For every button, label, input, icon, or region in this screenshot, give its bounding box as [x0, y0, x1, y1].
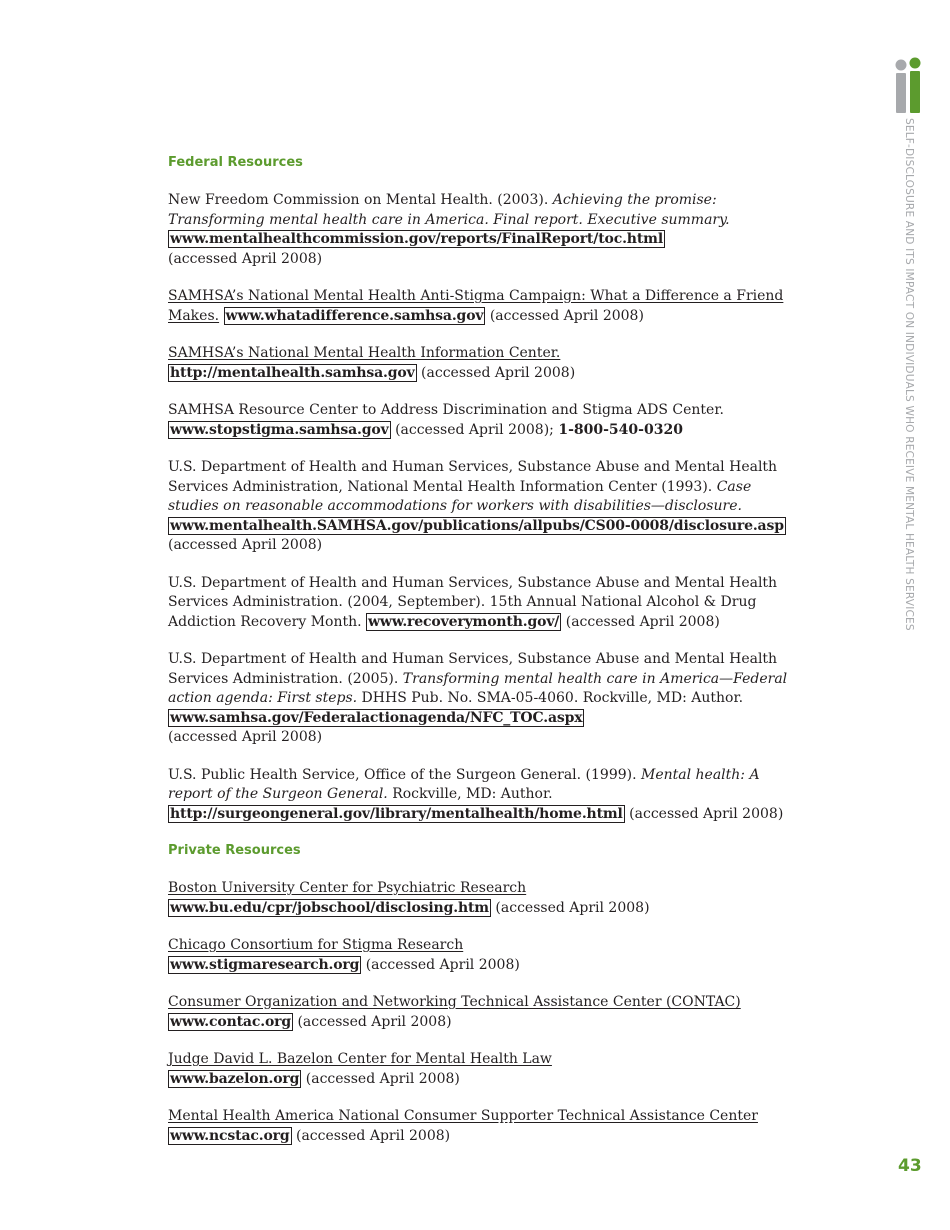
entry-title: Mental health: A report of the Surgeon General. — [168, 766, 760, 802]
reference-entry — [168, 401, 793, 440]
reference-link[interactable]: www.whatadifference.samhsa.gov — [225, 307, 484, 324]
accessed-date: (accessed April 2008) — [489, 307, 644, 324]
entry-text: U.S. Department of Health and Human Services, Substance Abuse and Mental Health Services Administration, National Mental Health Information Center (1993). — [168, 459, 778, 495]
reference-entry — [168, 344, 793, 383]
accessed-date: (accessed April 2008) — [168, 729, 323, 745]
running-title: SELF-DISCLOSURE AND ITS IMPACT ON INDIVIDUALS WHO RECEIVE MENTAL HEALTH SERVICES — [903, 118, 915, 631]
entry-text: Mental Health America National Consumer Supporter Technical Assistance Center — [168, 1108, 758, 1124]
publisher-logo-icon — [894, 56, 924, 114]
resource-list — [168, 154, 793, 1164]
reference-link[interactable]: www.stigmaresearch.org — [170, 956, 360, 973]
federal-resources-heading: Federal Resources — [168, 155, 303, 170]
entry-text: SAMHSA’s National Mental Health Anti-Stigma Campaign: What a Difference a Friend Makes. — [168, 288, 784, 324]
accessed-date: (accessed April 2008) — [305, 1070, 460, 1087]
accessed-date: (accessed April 2008) — [421, 364, 576, 381]
reference-link[interactable]: www.bazelon.org — [170, 1070, 300, 1087]
entry-text: U.S. Public Health Service, Office of the Surgeon General. (1999). — [168, 766, 641, 783]
reference-entry — [168, 766, 793, 825]
accessed-date: (accessed April 2008); — [395, 421, 554, 438]
phone-number: 1-800-540-0320 — [558, 421, 683, 438]
accessed-date: (accessed April 2008) — [365, 956, 520, 973]
reference-link[interactable]: www.bu.edu/cpr/jobschool/disclosing.htm — [170, 899, 489, 916]
accessed-date: (accessed April 2008) — [565, 613, 720, 630]
entry-title: Case studies on reasonable accommodations for workers with disabilities—disclosure. — [168, 478, 752, 514]
entry-text: U.S. Department of Health and Human Services, Substance Abuse and Mental Health Services Administration. (2005). — [168, 651, 778, 687]
reference-entry — [168, 993, 793, 1032]
entry-text: Judge David L. Bazelon Center for Mental Health Law — [168, 1051, 552, 1067]
entry-text: SAMHSA’s National Mental Health Information Center. — [168, 345, 561, 361]
reference-link[interactable]: www.ncstac.org — [170, 1127, 290, 1144]
private-resources-heading: Private Resources — [168, 843, 301, 858]
reference-entry — [168, 1050, 793, 1089]
accessed-date: (accessed April 2008) — [168, 537, 323, 553]
reference-entry — [168, 574, 793, 633]
reference-link[interactable]: www.mentalhealth.SAMHSA.gov/publications/allpubs/CS00-0008/disclosure.asp — [170, 517, 784, 534]
reference-entry — [168, 458, 793, 556]
entry-text: Chicago Consortium for Stigma Research — [168, 937, 464, 953]
reference-entry — [168, 936, 793, 975]
entry-text: New Freedom Commission on Mental Health. (2003). — [168, 192, 553, 208]
reference-link[interactable]: www.contac.org — [170, 1013, 292, 1030]
entry-text: U.S. Department of Health and Human Services, Substance Abuse and Mental Health Services Administration. (2004, September). 15th Annual National Alcohol & Drug Addiction Recovery Month. — [168, 574, 778, 630]
entry-text-after: DHHS Pub. No. SMA-05-4060. Rockville, MD: Author. — [357, 690, 744, 706]
entry-text-after: Rockville, MD: Author. — [387, 786, 553, 802]
accessed-date: (accessed April 2008) — [297, 1013, 452, 1030]
reference-link[interactable]: http://surgeongeneral.gov/library/mentalhealth/home.html — [170, 805, 623, 822]
reference-link[interactable]: http://mentalhealth.samhsa.gov — [170, 364, 415, 381]
reference-entry — [168, 650, 793, 748]
entry-text: Consumer Organization and Networking Technical Assistance Center (CONTAC) — [168, 994, 741, 1010]
entry-text: SAMHSA Resource Center to Address Discrimination and Stigma ADS Center. — [168, 402, 724, 418]
reference-link[interactable]: www.mentalhealthcommission.gov/reports/FinalReport/toc.html — [170, 231, 663, 247]
reference-entry — [168, 191, 793, 269]
accessed-date: (accessed April 2008) — [296, 1127, 451, 1144]
entry-text: Boston University Center for Psychiatric Research — [168, 880, 527, 896]
entry-title: Transforming mental health care in America—Federal action agenda: First steps. — [168, 670, 788, 706]
accessed-date: (accessed April 2008) — [495, 899, 650, 916]
reference-link[interactable]: www.stopstigma.samhsa.gov — [170, 421, 389, 438]
reference-entry — [168, 1107, 793, 1146]
reference-entry — [168, 287, 793, 326]
reference-link[interactable]: www.samhsa.gov/Federalactionagenda/NFC_TOC.aspx — [170, 709, 583, 726]
accessed-date: (accessed April 2008) — [629, 805, 784, 822]
accessed-date: (accessed April 2008) — [168, 250, 323, 267]
reference-link[interactable]: www.recoverymonth.gov/ — [368, 613, 560, 630]
page-number: 43 — [898, 1156, 922, 1176]
reference-entry — [168, 879, 793, 918]
entry-title: Achieving the promise: Transforming mental health care in America. Final report. Executive summary. — [168, 192, 730, 228]
